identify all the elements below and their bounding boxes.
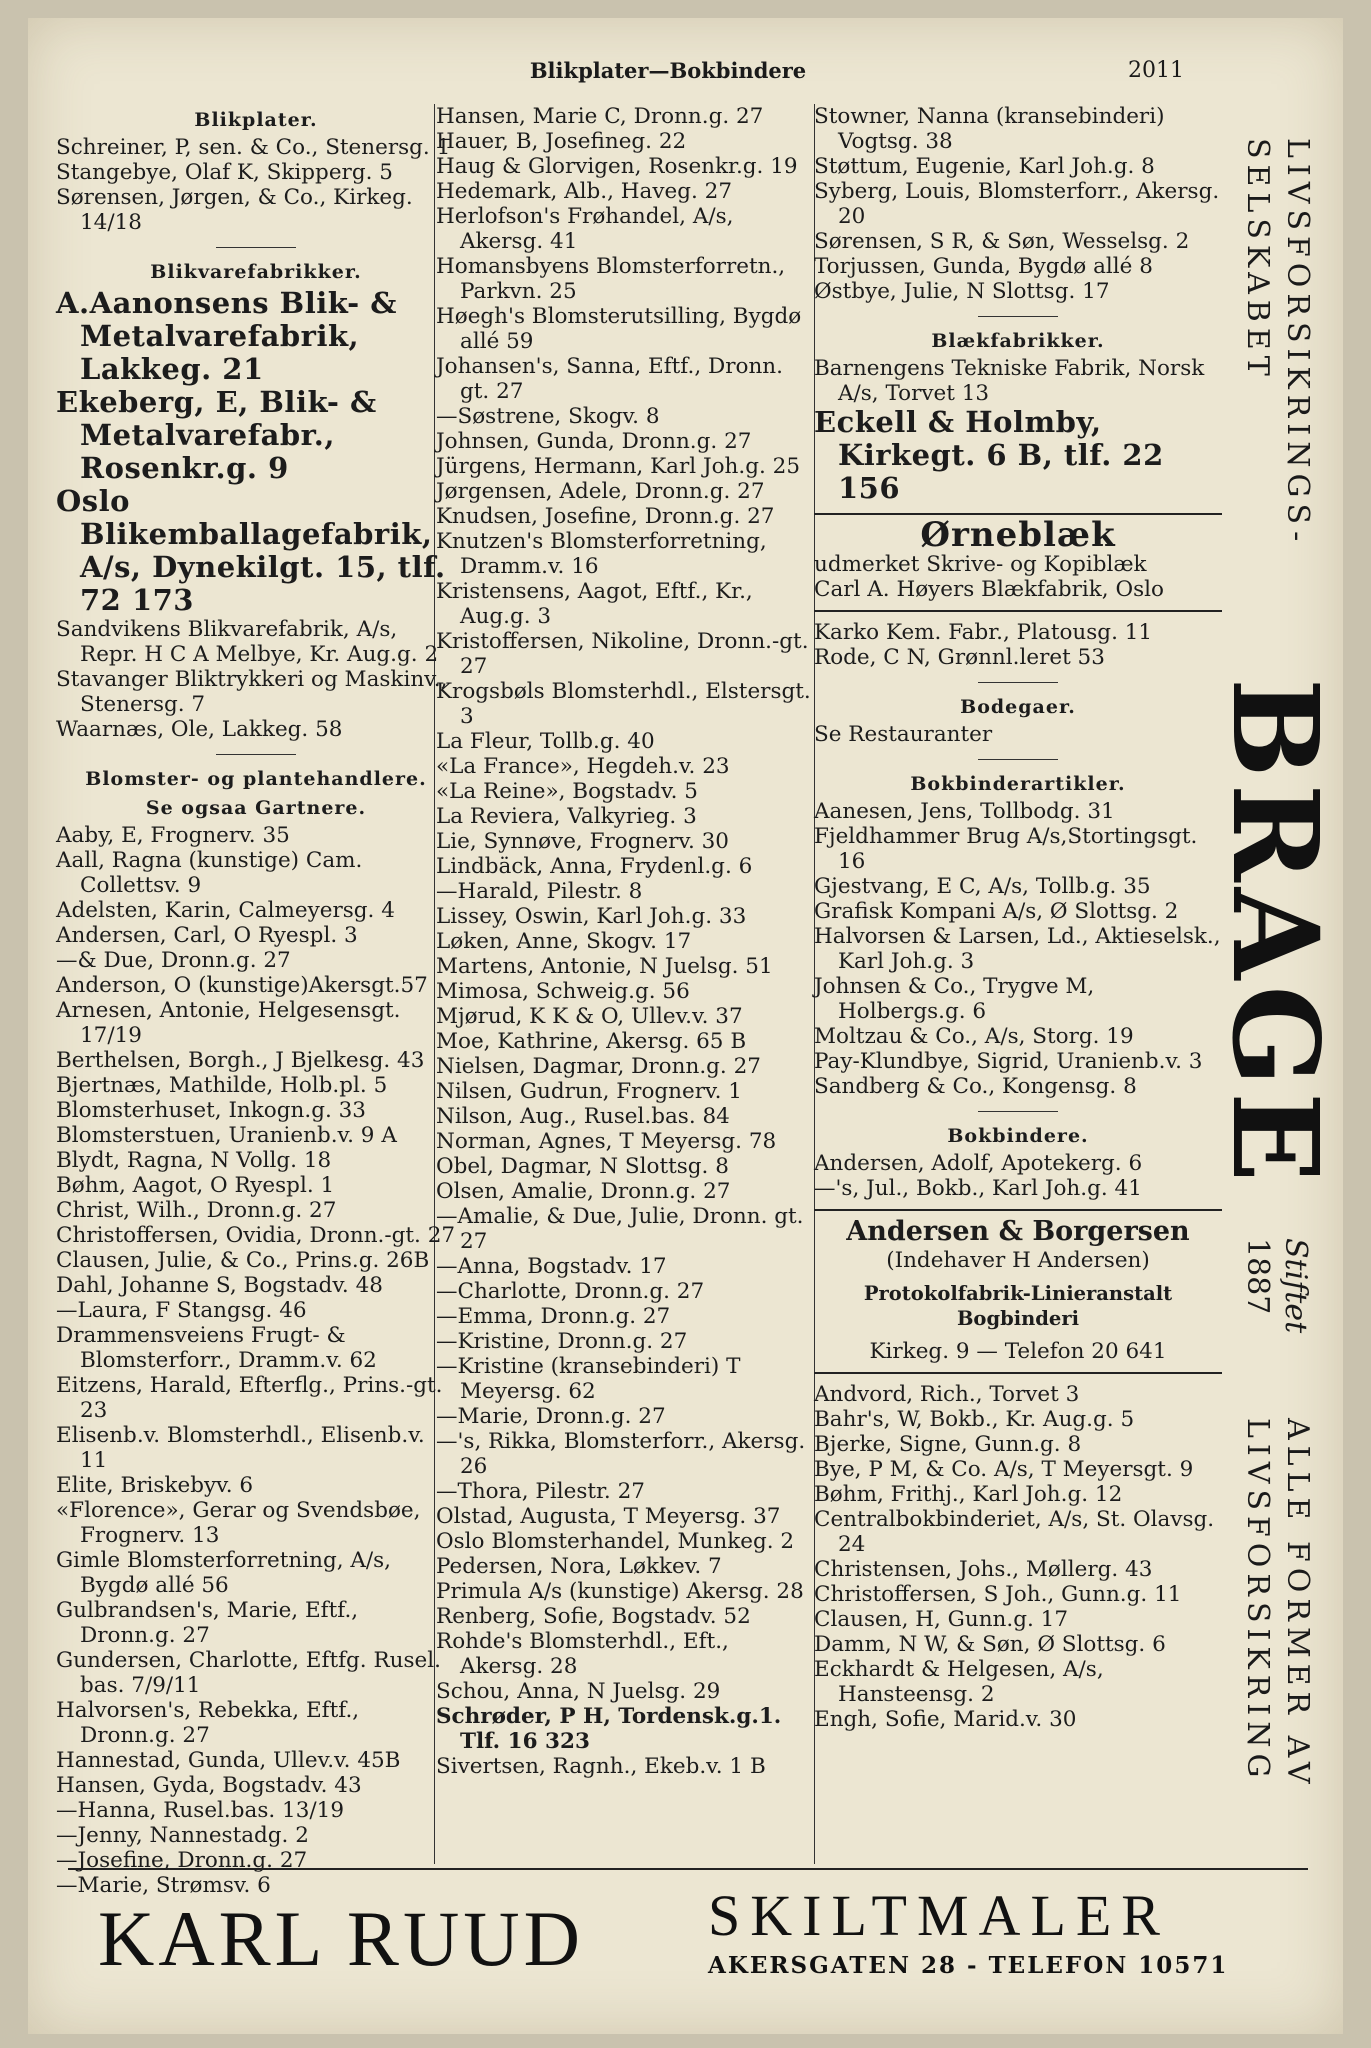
listing-entry: Johnsen & Co., Trygve M, Holbergs.g. 6	[814, 974, 1095, 1024]
listing-entry: Berthelsen, Borgh., J Bjelkesg. 43	[56, 1048, 425, 1073]
listing-entry: Østbye, Julie, N Slottsg. 17	[814, 279, 1110, 304]
listing-entry: Lissey, Oswin, Karl Joh.g. 33	[436, 904, 747, 929]
listing-entry: Christensen, Johs., Møllerg. 43	[814, 1557, 1153, 1582]
brage-logo: BRAGE	[1206, 678, 1345, 1189]
section-heading: Se ogsaa Gartnere.	[145, 797, 367, 819]
listing-entry: Hedemark, Alb., Haveg. 27	[436, 179, 733, 204]
directory-page	[28, 18, 1343, 2034]
listing-entry: Elisenb.v. Blomsterhdl., Elisenb.v. 11	[56, 1423, 425, 1473]
listing-entry: —Charlotte, Dronn.g. 27	[436, 1279, 705, 1304]
listing-entry: —Jenny, Nannestadg. 2	[56, 1823, 309, 1848]
listing-entry: Andersen, Carl, O Ryespl. 3	[56, 923, 358, 948]
listing-entry: Halvorsen & Larsen, Ld., Aktieselsk., Karl Joh.g. 3	[814, 924, 1221, 974]
listing-entry: —Kristine, Dronn.g. 27	[436, 1329, 688, 1354]
listing-entry: Homansbyens Blomsterforretn., Parkvn. 25	[436, 254, 786, 304]
listing-entry: Obel, Dagmar, N Slottsg. 8	[436, 1154, 729, 1179]
listing-entry: Eitzens, Harald, Efterflg., Prins.-gt. 23	[56, 1373, 443, 1423]
section-heading: Blikvarefabrikker.	[150, 261, 362, 283]
listing-entry: La Fleur, Tollb.g. 40	[436, 729, 655, 754]
listing-entry: Rode, C N, Grønnl.leret 53	[814, 645, 1105, 670]
listing-entry: Jørgensen, Adele, Dronn.g. 27	[436, 479, 765, 504]
column-2	[436, 104, 816, 1779]
section-heading: Bokbindere.	[947, 1125, 1089, 1147]
page-header	[28, 58, 1343, 94]
listing-entry: Schreiner, P, sen. & Co., Stenersg. 1	[56, 135, 451, 160]
listing-entry: Moltzau & Co., A/s, Storg. 19	[814, 1024, 1134, 1049]
listing-entry: Andersen, Adolf, Apotekerg. 6	[814, 1151, 1143, 1176]
listing-entry: —Marie, Strømsv. 6	[56, 1873, 271, 1898]
listing-entry: Christoffersen, Ovidia, Dronn.-gt. 27	[56, 1223, 456, 1248]
ab-line3: Kirkeg. 9 — Telefon 20 641	[869, 1339, 1167, 1364]
listing-entry: Olstad, Augusta, T Meyersg. 37	[436, 1504, 781, 1529]
listing-entry: Centralbokbinderiet, A/s, St. Olavsg. 24	[814, 1507, 1215, 1557]
listing-entry: Sørensen, Jørgen, & Co., Kirkeg. 14/18	[56, 185, 413, 235]
page-number: 2011	[1128, 58, 1184, 83]
section-heading: Bodegaer.	[960, 696, 1076, 718]
divider	[814, 1372, 1222, 1374]
listing-entry: Høegh's Blomsterutsilling, Bygdø allé 59	[436, 304, 802, 354]
listing-entry: Drammensveiens Frugt- & Blomsterforr., Dramm.v. 62	[56, 1323, 377, 1373]
listing-entry: —Hanna, Rusel.bas. 13/19	[56, 1798, 344, 1823]
side-text-1: LIVSFORSIKRINGS-	[1280, 138, 1315, 548]
listing-entry: «La Reine», Bogstadv. 5	[436, 779, 698, 804]
listing-entry: Kristoffersen, Nikoline, Dronn.-gt. 27	[436, 629, 809, 679]
section-heading: Blækfabrikker.	[931, 330, 1105, 352]
listing-entry: Elite, Briskebyv. 6	[56, 1473, 254, 1498]
column-3	[814, 104, 1222, 1732]
listing-entry: Bye, P M, & Co. A/s, T Meyersgt. 9	[814, 1457, 1194, 1482]
listing-entry: —Søstrene, Skogv. 8	[436, 404, 660, 429]
ornebl-line1: udmerket Skrive- og Kopiblæk	[814, 552, 1147, 577]
divider	[978, 759, 1058, 760]
listing-entry: Clausen, H, Gunn.g. 17	[814, 1607, 1069, 1632]
listing-entry: Sørensen, S R, & Søn, Wesselsg. 2	[814, 229, 1190, 254]
listing-entry: —'s, Jul., Bokb., Karl Joh.g. 41	[814, 1176, 1142, 1201]
listing-entry: Bøhm, Aagot, O Ryespl. 1	[56, 1173, 335, 1198]
ornebl-ad	[814, 515, 1222, 602]
ornebl-line2: Carl A. Høyers Blækfabrik, Oslo	[814, 577, 1164, 602]
listing-entry: Hannestad, Gunda, Ullev.v. 45B	[56, 1748, 401, 1773]
listing-entry: Aaby, E, Frognerv. 35	[56, 823, 290, 848]
listing-entry: Arnesen, Antonie, Helgesensgt. 17/19	[56, 998, 401, 1048]
listing-entry: Christ, Wilh., Dronn.g. 27	[56, 1198, 337, 1223]
ornebl-title: Ørneblæk	[920, 515, 1116, 555]
listing-entry: Sandberg & Co., Kongensg. 8	[814, 1074, 1137, 1099]
listing-entry: Olsen, Amalie, Dronn.g. 27	[436, 1179, 731, 1204]
listing-entry: Pay-Klundbye, Sigrid, Uranienb.v. 3	[814, 1049, 1203, 1074]
listing-entry: —Josefine, Dronn.g. 27	[56, 1848, 308, 1873]
listing-entry: Karko Kem. Fabr., Platousg. 11	[814, 620, 1153, 645]
listing-entry: Hauer, B, Josefineg. 22	[436, 129, 687, 154]
listing-entry: Adelsten, Karin, Calmeyersg. 4	[56, 898, 395, 923]
listing-entry: Syberg, Louis, Blomsterforr., Akersg. 20	[814, 179, 1220, 229]
footer-trade: SKILTMALER	[708, 1883, 1170, 1948]
listing-entry: Knutzen's Blomsterforretning, Dramm.v. 16	[436, 529, 767, 579]
listing-entry: Primula A/s (kunstige) Akersg. 28	[436, 1579, 804, 1604]
listing-entry: Halvorsen's, Rebekka, Eftf., Dronn.g. 27	[56, 1698, 360, 1748]
listing-entry: Lindbäck, Anna, Frydenl.g. 6	[436, 854, 753, 879]
listing-entry: Lie, Synnøve, Frognerv. 30	[436, 829, 729, 854]
listing-entry: Stavanger Bliktrykkeri og Maskinv., Stenersg. 7	[56, 667, 448, 717]
listing-entry: Sivertsen, Ragnh., Ekeb.v. 1 B	[436, 1754, 766, 1779]
listing-entry: Johnsen, Gunda, Dronn.g. 27	[436, 429, 752, 454]
stiftet-year: 1887	[1240, 1238, 1275, 1315]
listing-entry: Gjestvang, E C, A/s, Tollb.g. 35	[814, 874, 1151, 899]
listing-entry: Gundersen, Charlotte, Eftfg. Rusel. bas. 7/9/11	[56, 1648, 441, 1698]
ab-line1: Protokolfabrik-Linieranstalt	[863, 1282, 1173, 1305]
footer-name: KARL RUUD	[98, 1895, 584, 1982]
listing-entry: —Anna, Bogstadv. 17	[436, 1254, 667, 1279]
listing-entry: Renberg, Sofie, Bogstadv. 52	[436, 1604, 751, 1629]
section-heading: Blomster- og plantehandlere.	[85, 768, 427, 790]
listing-entry: Oslo Blomsterhandel, Munkeg. 2	[436, 1529, 795, 1554]
listing-entry: Martens, Antonie, N Juelsg. 51	[436, 954, 773, 979]
listing-entry: Dahl, Johanne S, Bogstadv. 48	[56, 1273, 383, 1298]
listing-entry: Johansen's, Sanna, Eftf., Dronn. gt. 27	[436, 354, 783, 404]
listing-entry: Anderson, O (kunstige)Akersgt.57	[56, 973, 428, 998]
listing-entry: —Thora, Pilestr. 27	[436, 1479, 645, 1504]
divider	[814, 610, 1222, 612]
listing-entry: Bjertnæs, Mathilde, Holb.pl. 5	[56, 1073, 388, 1098]
listing-entry: «Florence», Gerar og Svendsbøe, Frognerv. 13	[56, 1498, 421, 1548]
listing-entry: Rohde's Blomsterhdl., Eft., Akersg. 28	[436, 1629, 729, 1679]
ab-sub: (Indehaver H Andersen)	[886, 1248, 1150, 1273]
side-text-2: SELSKABET	[1240, 138, 1275, 382]
divider	[216, 754, 296, 755]
listing-entry: Ekeberg, E, Blik- & Metalvarefabr., Rosenkr.g. 9	[56, 385, 377, 485]
side-text-3: ALLE FORMER AV	[1280, 1418, 1315, 1790]
listing-entry: Eckell & Holmby, Kirkegt. 6 B, tlf. 22 156	[814, 405, 1164, 505]
listing-entry: Kristensens, Aagot, Eftf., Kr., Aug.g. 3	[436, 579, 753, 629]
listing-entry: Aanesen, Jens, Tollbodg. 31	[814, 799, 1115, 824]
ab-line2: Bogbinderi	[956, 1307, 1080, 1330]
listing-entry: Nilsen, Gudrun, Frognerv. 1	[436, 1079, 742, 1104]
listing-entry: Barnengens Tekniske Fabrik, Norsk A/s, Torvet 13	[814, 356, 1205, 406]
listing-entry: Nilson, Aug., Rusel.bas. 84	[436, 1104, 730, 1129]
listing-entry: Mjørud, K K & O, Ullev.v. 37	[436, 1004, 743, 1029]
listing-entry: —Emma, Dronn.g. 27	[436, 1304, 671, 1329]
divider	[978, 316, 1058, 317]
listing-entry: Blydt, Ragna, N Vollg. 18	[56, 1148, 332, 1173]
listing-entry: Løken, Anne, Skogv. 17	[436, 929, 692, 954]
listing-entry: Andvord, Rich., Torvet 3	[814, 1382, 1080, 1407]
listing-entry: Bjerke, Signe, Gunn.g. 8	[814, 1432, 1082, 1457]
listing-entry: Grafisk Kompani A/s, Ø Slottsg. 2	[814, 899, 1179, 924]
divider	[978, 1111, 1058, 1112]
listing-entry: Sandvikens Blikvarefabrik, A/s, Repr. H C A Melbye, Kr. Aug.g. 2	[56, 617, 439, 667]
listing-entry: A.Aanonsens Blik- & Metalvarefabrik, Lakkeg. 21	[56, 286, 397, 386]
side-text-4: LIVSFORSIKRING	[1240, 1418, 1275, 1784]
listing-entry: Clausen, Julie, & Co., Prins.g. 26B	[56, 1248, 430, 1273]
listing-entry: —Laura, F Stangsg. 46	[56, 1298, 307, 1323]
listing-entry: Blomsterstuen, Uranienb.v. 9 A	[56, 1123, 397, 1148]
listing-entry: Oslo Blikemballagefabrik, A/s, Dynekilgt. 15, tlf. 72 173	[56, 484, 446, 617]
listing-entry: —Kristine (kransebinderi) T Meyersg. 62	[436, 1354, 741, 1404]
footer-address: AKERSGATEN 28 - TELEFON 10571	[708, 1952, 1229, 1979]
listing-entry: Eckhardt & Helgesen, A/s, Hansteensg. 2	[814, 1657, 1104, 1707]
listing-entry: Norman, Agnes, T Meyersg. 78	[436, 1129, 777, 1154]
listing-entry: Gulbrandsen's, Marie, Eftf., Dronn.g. 27	[56, 1598, 359, 1648]
section-heading: Blikplater.	[194, 109, 318, 131]
listing-entry: Damm, N W, & Søn, Ø Slottsg. 6	[814, 1632, 1166, 1657]
listing-entry: Waarnæs, Ole, Lakkeg. 58	[56, 717, 343, 742]
listing-entry: Engh, Sofie, Marid.v. 30	[814, 1707, 1077, 1732]
ab-title: Andersen & Borgersen	[846, 1216, 1190, 1247]
column-3-middle	[814, 620, 1222, 1201]
listing-entry: Christoffersen, S Joh., Gunn.g. 11	[814, 1582, 1182, 1607]
footer-ad	[68, 1868, 1308, 1990]
listing-entry: Nielsen, Dagmar, Dronn.g. 27	[436, 1054, 761, 1079]
listing-entry: Herlofson's Frøhandel, A/s, Akersg. 41	[436, 204, 734, 254]
listing-entry: Krogsbøls Blomsterhdl., Elstersgt. 3	[436, 679, 811, 729]
column-1	[56, 104, 456, 1898]
divider	[216, 247, 296, 248]
listing-entry: Moe, Kathrine, Akersg. 65 B	[436, 1029, 747, 1054]
listing-entry: —'s, Rikka, Blomsterforr., Akersg. 26	[436, 1429, 806, 1479]
listing-entry: La Reviera, Valkyrieg. 3	[436, 804, 697, 829]
listing-entry: Knudsen, Josefine, Dronn.g. 27	[436, 504, 775, 529]
listing-entry: Jürgens, Hermann, Karl Joh.g. 25	[436, 454, 800, 479]
divider	[814, 1209, 1222, 1211]
listing-entry: —Amalie, & Due, Julie, Dronn. gt. 27	[436, 1204, 804, 1254]
listing-entry: Hansen, Marie C, Dronn.g. 27	[436, 104, 764, 129]
listing-entry: Schou, Anna, N Juelsg. 29	[436, 1679, 721, 1704]
listing-entry: Gimle Blomsterforretning, A/s, Bygdø allé 56	[56, 1548, 392, 1598]
listing-entry: Haug & Glorvigen, Rosenkr.g. 19	[436, 154, 798, 179]
column-3-bottom	[814, 1382, 1222, 1732]
listing-entry: Bahr's, W, Bokb., Kr. Aug.g. 5	[814, 1407, 1135, 1432]
listing-entry: Schrøder, P H, Tordensk.g.1. Tlf. 16 323	[436, 1704, 782, 1754]
andersen-borgersen-ad	[814, 1216, 1222, 1364]
column-3-top	[814, 104, 1222, 505]
listing-entry: «La France», Hegdeh.v. 23	[436, 754, 730, 779]
stiftet-text: Stiftet	[1278, 1238, 1313, 1334]
listing-entry: Pedersen, Nora, Løkkev. 7	[436, 1554, 722, 1579]
divider	[978, 682, 1058, 683]
listing-entry: —Marie, Dronn.g. 27	[436, 1404, 666, 1429]
listing-entry: Se Restauranter	[814, 722, 993, 747]
listing-entry: Hansen, Gyda, Bogstadv. 43	[56, 1773, 362, 1798]
listing-entry: Fjeldhammer Brug A/s,Stortingsgt. 16	[814, 824, 1198, 874]
listing-entry: —Harald, Pilestr. 8	[436, 879, 643, 904]
listing-entry: —& Due, Dronn.g. 27	[56, 948, 291, 973]
listing-entry: Mimosa, Schweig.g. 56	[436, 979, 690, 1004]
listing-entry: Torjussen, Gunda, Bygdø allé 8	[814, 254, 1153, 279]
listing-entry: Stangebye, Olaf K, Skipperg. 5	[56, 160, 393, 185]
listing-entry: Stowner, Nanna (kransebinderi) Vogtsg. 38	[814, 104, 1165, 154]
listing-entry: Støttum, Eugenie, Karl Joh.g. 8	[814, 154, 1155, 179]
listing-entry: Blomsterhuset, Inkogn.g. 33	[56, 1098, 366, 1123]
listing-entry: Bøhm, Frithj., Karl Joh.g. 12	[814, 1482, 1123, 1507]
section-heading: Bokbinderartikler.	[910, 773, 1126, 795]
listing-entry: Aall, Ragna (kunstige) Cam. Collettsv. 9	[56, 848, 363, 898]
page-title: Blikplater—Bokbindere	[529, 58, 807, 83]
